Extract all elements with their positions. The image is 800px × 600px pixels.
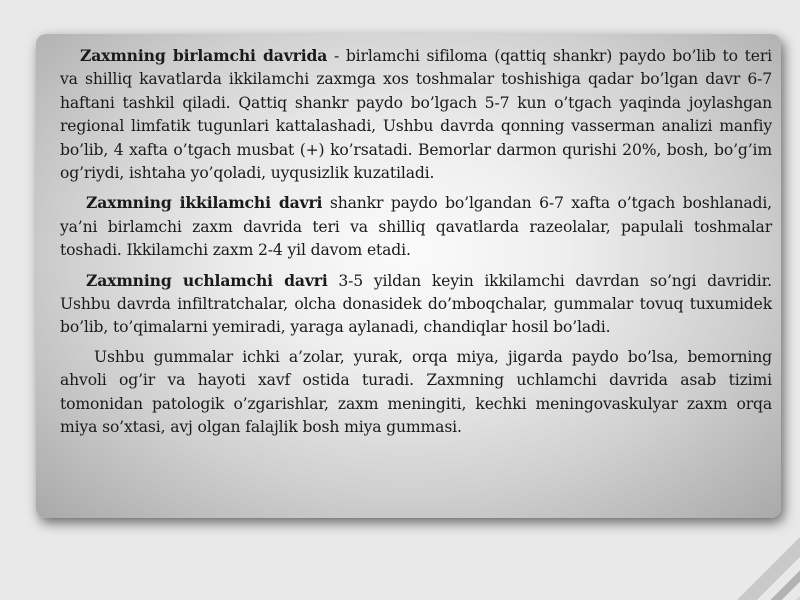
paragraph-text: 3-5 yildan keyin ikkilamchi davrdan so’ngi davridir. Ushbu davrda infiltratchalar, olcha donasidek do’mboqchalar, gummalar tovuq tuxumidek bo’lib, to’qimalarni yemiradi, yaraga aylanadi, chandiqlar hosil bo’ladi. bbox=[60, 271, 772, 337]
paragraph-text: Ushbu gummalar ichki a’zolar, yurak, orqa miya, jigarda paydo bo’lsa, bemorning ahvoli og’ir va hayoti xavf ostida turadi. Zaxmning uchlamchi davrida asab tizimi tomonidan patologik o’zgarishlar, zaxm meningiti, kechki meningovaskulyar zaxm orqa miya so’xtasi, avj olgan falajlik bosh miya gummasi. bbox=[60, 347, 772, 437]
paragraph-tertiary-stage bbox=[60, 269, 772, 340]
paragraph-secondary-stage bbox=[60, 191, 772, 262]
paragraph-text: - birlamchi sifiloma (qattiq shankr) paydo bo’lib to teri va shilliq kavatlarda ikkilamchi zaxmga xos toshmalar toshishiga qadar bo’lgan davr 6-7 haftani tashkil qiladi. Qattiq shankr paydo bo’lgach 5-7 kun o’tgach yaqinda joylashgan regional limfatik tugunlari kattalashadi, Ushbu davrda qonning vasserman analizi manfiy bo’lib, 4 xafta o’tgach musbat (+) ko’rsatadi. Bemorlar darmon qurishi 20%, bosh, bo’g’im og’riydi, ishtaha yo’qoladi, uyqusizlik kuzatiladi. bbox=[60, 47, 772, 183]
paragraph-text: shankr paydo bo’lgandan 6-7 xafta o’tgach boshlanadi, ya’ni birlamchi zaxm davrida teri va shilliq qavatlarda razeolalar, papulali toshmalar toshadi. Ikkilamchi zaxm 2-4 yil davom etadi. bbox=[60, 194, 772, 260]
term-secondary-stage: Zaxmning ikkilamchi davri bbox=[86, 193, 323, 213]
paragraph-gummas bbox=[60, 346, 772, 440]
term-primary-stage: Zaxmning birlamchi davrida bbox=[80, 46, 328, 65]
term-tertiary-stage: Zaxmning uchlamchi davri bbox=[86, 270, 328, 290]
slide-text bbox=[60, 44, 772, 446]
paragraph-primary-stage bbox=[60, 44, 772, 185]
